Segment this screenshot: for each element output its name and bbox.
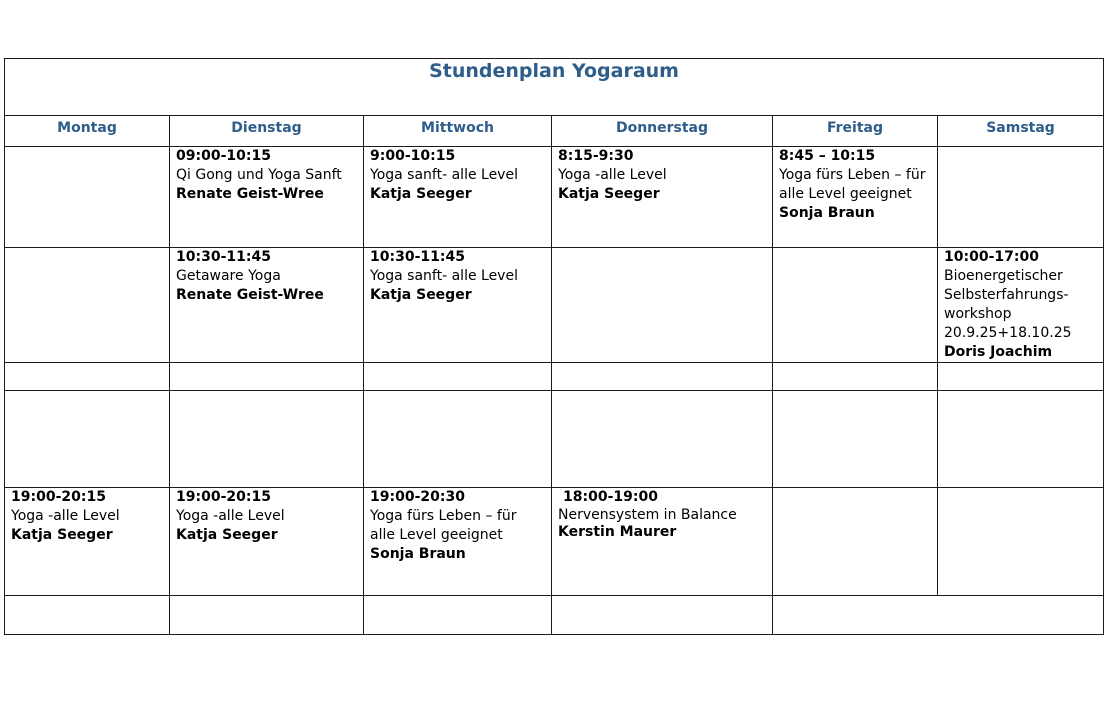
class-time: 8:45 – 10:15 xyxy=(779,148,876,164)
class-teacher: Katja Seeger xyxy=(11,527,113,543)
schedule-row xyxy=(5,248,1104,363)
empty-cell xyxy=(170,391,364,488)
class-time: 18:00-19:00 xyxy=(563,489,658,505)
class-slot xyxy=(938,248,1104,363)
class-teacher: Renate Geist-Wree xyxy=(176,287,324,303)
empty-cell xyxy=(773,363,938,391)
empty-cell xyxy=(938,363,1104,391)
empty-cell xyxy=(552,363,773,391)
empty-cell xyxy=(170,596,364,635)
schedule-row xyxy=(5,488,1104,596)
class-time: 09:00-10:15 xyxy=(176,148,271,164)
class-name: Yoga sanft- alle Level xyxy=(370,268,518,284)
day-header-freitag: Freitag xyxy=(773,116,938,147)
class-teacher: Katja Seeger xyxy=(370,186,472,202)
class-name: Bioenergetischer Selbsterfahrungs-workshop xyxy=(944,268,1069,322)
class-name: Yoga fürs Leben – für alle Level geeignet xyxy=(370,508,517,543)
class-slot xyxy=(364,488,552,596)
empty-cell xyxy=(364,391,552,488)
class-time: 19:00-20:15 xyxy=(176,489,271,505)
empty-cell xyxy=(552,596,773,635)
class-slot xyxy=(364,147,552,248)
empty-cell xyxy=(938,391,1104,488)
class-teacher: Doris Joachim xyxy=(944,344,1053,360)
class-teacher: Sonja Braun xyxy=(779,205,875,221)
class-slot xyxy=(552,488,773,596)
empty-cell xyxy=(552,248,773,363)
empty-cell xyxy=(5,248,170,363)
class-teacher: Katja Seeger xyxy=(558,186,660,202)
class-slot xyxy=(170,488,364,596)
class-time: 10:30-11:45 xyxy=(176,249,271,265)
empty-cell xyxy=(5,391,170,488)
class-dates: 20.9.25+18.10.25 xyxy=(944,325,1072,341)
empty-cell xyxy=(5,363,170,391)
empty-cell xyxy=(5,147,170,248)
class-time: 10:30-11:45 xyxy=(370,249,465,265)
schedule-title: Stundenplan Yogaraum xyxy=(5,59,1104,116)
empty-cell xyxy=(364,363,552,391)
day-header-samstag: Samstag xyxy=(938,116,1104,147)
empty-cell xyxy=(938,147,1104,248)
class-name: Yoga fürs Leben – für alle Level geeignet xyxy=(779,167,926,202)
class-name: Yoga sanft- alle Level xyxy=(370,167,518,183)
class-slot xyxy=(364,248,552,363)
empty-cell xyxy=(170,363,364,391)
empty-cell xyxy=(364,596,552,635)
class-teacher: Renate Geist-Wree xyxy=(176,186,324,202)
empty-cell xyxy=(773,391,938,488)
empty-cell xyxy=(938,488,1104,596)
class-name: Qi Gong und Yoga Sanft xyxy=(176,167,342,183)
class-name: Nervensystem in Balance xyxy=(558,507,737,523)
class-name: Getaware Yoga xyxy=(176,268,281,284)
empty-cell xyxy=(773,596,1104,635)
class-slot xyxy=(5,488,170,596)
class-time: 8:15-9:30 xyxy=(558,148,634,164)
day-header-mittwoch: Mittwoch xyxy=(364,116,552,147)
class-time: 19:00-20:15 xyxy=(11,489,106,505)
schedule-row xyxy=(5,596,1104,635)
class-time: 19:00-20:30 xyxy=(370,489,465,505)
class-time: 10:00-17:00 xyxy=(944,249,1039,265)
class-teacher: Katja Seeger xyxy=(370,287,472,303)
class-name: Yoga -alle Level xyxy=(176,508,285,524)
title-row xyxy=(5,59,1104,116)
class-slot xyxy=(170,147,364,248)
empty-cell xyxy=(773,248,938,363)
day-header-dienstag: Dienstag xyxy=(170,116,364,147)
empty-cell xyxy=(773,488,938,596)
class-slot xyxy=(773,147,938,248)
class-name: Yoga -alle Level xyxy=(558,167,667,183)
day-header-row xyxy=(5,116,1104,147)
class-slot xyxy=(552,147,773,248)
schedule-row xyxy=(5,147,1104,248)
empty-cell xyxy=(5,596,170,635)
class-teacher: Kerstin Maurer xyxy=(558,524,677,540)
class-slot xyxy=(170,248,364,363)
schedule-table xyxy=(4,58,1104,635)
class-teacher: Katja Seeger xyxy=(176,527,278,543)
day-header-montag: Montag xyxy=(5,116,170,147)
class-time: 9:00-10:15 xyxy=(370,148,456,164)
class-name: Yoga -alle Level xyxy=(11,508,120,524)
class-teacher: Sonja Braun xyxy=(370,546,466,562)
schedule-row xyxy=(5,391,1104,488)
schedule-row xyxy=(5,363,1104,391)
day-header-donnerstag: Donnerstag xyxy=(552,116,773,147)
empty-cell xyxy=(552,391,773,488)
